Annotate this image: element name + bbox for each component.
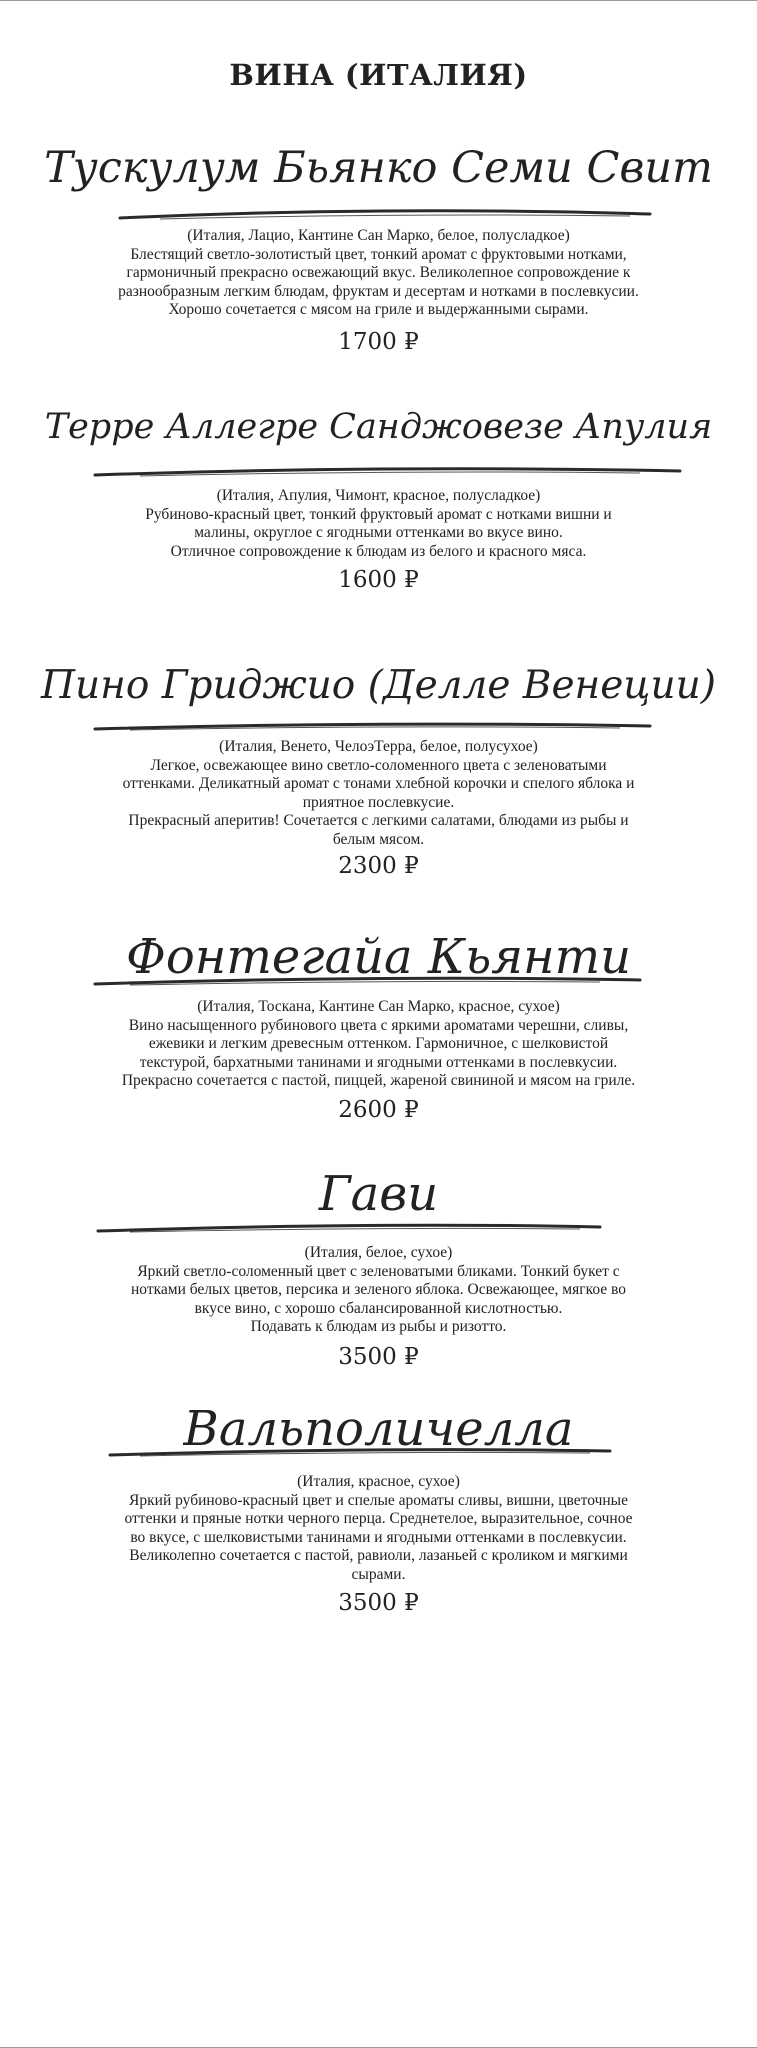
underline-flourish <box>0 1219 757 1243</box>
description-line: белым мясом. <box>332 830 425 848</box>
wine-origin: (Италия, Венето, ЧелоэТерра, белое, полусухое) <box>219 738 538 755</box>
description-line: Прекрасно сочетается с пастой, пиццей, жареной свининой и мясом на гриле. <box>121 1072 636 1089</box>
wine-name: Гави <box>318 1166 439 1222</box>
wine-description <box>70 227 687 320</box>
wine-origin: (Италия, Тоскана, Кантине Сан Марко, красное, сухое) <box>197 998 560 1015</box>
wine-origin: (Италия, белое, сухое) <box>304 1244 453 1261</box>
wine-origin: (Италия, Апулия, Чимонт, красное, полусладкое) <box>216 487 541 504</box>
description-line: текстурой, бархатными танинами и ягодными оттенками в послевкусии. <box>139 1053 618 1071</box>
description-line: разнообразным легким блюдам, фруктам и десертам и нотками в послевкусии. <box>118 282 639 300</box>
underline-flourish <box>0 203 757 227</box>
description-line: Рубиново-красный цвет, тонкий фруктовый аромат с нотками вишни и <box>145 505 612 523</box>
description-line: гармоничный прекрасно освежающий вкус. Великолепное сопровождение к <box>126 264 631 281</box>
description-line: оттенки и пряные нотки черного перца. Среднетелое, выразительное, сочное <box>124 1510 633 1527</box>
wine-price: 2300 ₽ <box>338 853 419 879</box>
description-line: Подавать к блюдам из рыбы и ризотто. <box>250 1318 507 1335</box>
description-line: сырами. <box>351 1565 406 1583</box>
description-line: Отличное сопровождение к блюдам из белого и красного мяса. <box>170 542 587 560</box>
description-line: ежевики и легким древесным оттенком. Гармоничное, с шелковистой <box>148 1035 609 1052</box>
description-line: оттенками. Деликатный аромат с тонами хлебной корочки и спелого яблока и <box>122 775 635 792</box>
underline-flourish <box>0 972 757 996</box>
wine-description <box>70 1473 687 1584</box>
wine-origin: (Италия, красное, сухое) <box>297 1473 460 1490</box>
description-line: Хорошо сочетается с мясом на гриле и выдержанными сырами. <box>168 301 589 318</box>
underline-flourish <box>0 461 757 485</box>
description-line: Легкое, освежающее вино светло-соломенного цвета с зеленоватыми <box>150 756 607 774</box>
wine-name: Фонтегайа Кьянти <box>125 929 632 985</box>
description-line: во вкусе, с шелковистыми танинами и ягодными оттенками в послевкусии. <box>130 1528 627 1546</box>
wine-name: Терре Аллегре Санджовезе Апулия <box>44 407 713 447</box>
top-border <box>0 0 757 1</box>
wine-name: Тускулум Бьянко Семи Свит <box>44 143 713 193</box>
description-line: Яркий светло-соломенный цвет с зеленоватыми бликами. Тонкий букет с <box>137 1262 620 1280</box>
description-line: Великолепно сочетается с пастой, равиоли, лазаньей с кроликом и мягкими <box>129 1547 628 1564</box>
description-line: малины, округлое с ягодными оттенками во вкусе вино. <box>194 524 563 541</box>
description-line: Блестящий светло-золотистый цвет, тонкий аромат с фруктовыми нотками, <box>130 245 627 263</box>
description-line: Прекрасный аперитив! Сочетается с легкими салатами, блюдами из рыбы и <box>128 812 629 829</box>
wine-name: Вальполичелла <box>183 1401 574 1457</box>
wine-description <box>70 738 687 849</box>
wine-description <box>70 1244 687 1337</box>
description-line: приятное послевкусие. <box>302 793 455 811</box>
wine-price: 2600 ₽ <box>338 1097 419 1123</box>
wine-description <box>70 998 687 1091</box>
description-line: Вино насыщенного рубинового цвета с яркими ароматами черешни, сливы, <box>128 1016 629 1034</box>
wine-origin: (Италия, Лацио, Кантине Сан Марко, белое, полусладкое) <box>187 227 570 244</box>
description-line: вкусе вино, с хорошо сбалансированной кислотностью. <box>194 1299 563 1317</box>
underline-flourish <box>0 1443 757 1467</box>
wine-price: 1600 ₽ <box>338 567 419 593</box>
wine-price: 3500 ₽ <box>338 1590 419 1616</box>
wine-description <box>70 487 687 561</box>
wine-name: Пино Гриджио (Делле Венеции) <box>41 663 716 708</box>
description-line: Яркий рубиново-красный цвет и спелые ароматы сливы, вишни, цветочные <box>129 1491 628 1509</box>
description-line: нотками белых цветов, персика и зеленого яблока. Освежающее, мягкое во <box>130 1281 626 1298</box>
wine-price: 1700 ₽ <box>338 329 419 355</box>
wine-price: 3500 ₽ <box>338 1344 419 1370</box>
page-title: ВИНА (ИТАЛИЯ) <box>229 58 528 92</box>
